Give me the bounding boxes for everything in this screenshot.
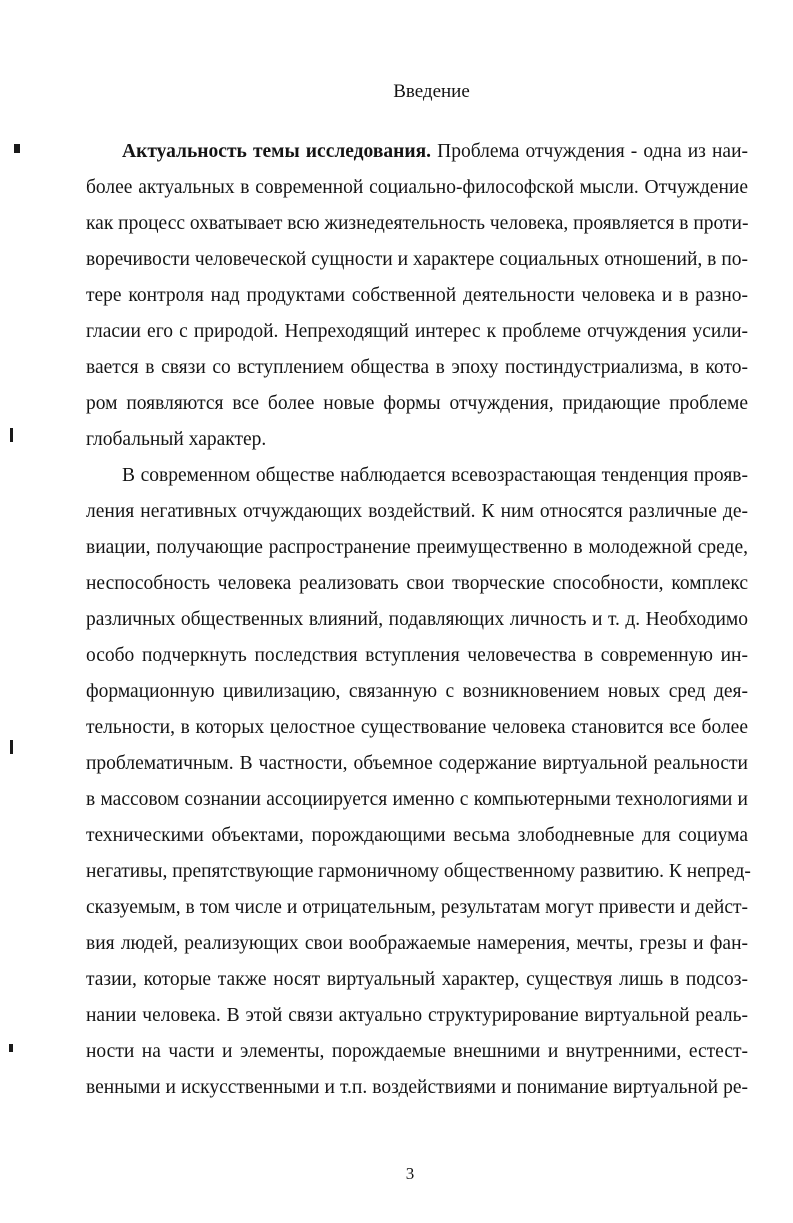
text-line: техническими объектами, порождающими весьма злободневные для социума — [86, 825, 748, 846]
text-line: вается в связи со вступлением общества в эпоху постиндустриализма, в кото- — [86, 357, 748, 378]
binding-mark — [14, 144, 20, 153]
text-line: более актуальных в современной социально-философской мысли. Отчуждение — [86, 177, 748, 198]
text-line: ления негативных отчуждающих воздействий. К ним относятся различные де- — [86, 501, 748, 522]
text-line: виации, получающие распространение преимущественно в молодежной среде, — [86, 537, 748, 558]
text-line: воречивости человеческой сущности и характере социальных отношений, в по- — [86, 249, 748, 270]
text-run: Проблема отчуждения - одна из наи- — [431, 141, 749, 162]
text-line: сказуемым, в том числе и отрицательным, результатам могут привести и дейст- — [86, 897, 748, 918]
text-line: как процесс охватывает всю жизнедеятельность человека, проявляется в проти- — [86, 213, 749, 234]
paragraph-1-line-1 — [122, 134, 748, 170]
binding-mark — [10, 740, 13, 754]
text-line: тере контроля над продуктами собственной деятельности человека и в разно- — [86, 285, 748, 306]
page-number: 3 — [405, 1164, 415, 1183]
text-line: формационную цивилизацию, связанную с возникновением новых сред дея- — [86, 681, 748, 702]
text-line: ром появляются все более новые формы отчуждения, придающие проблеме — [86, 393, 748, 414]
binding-mark — [10, 428, 13, 442]
text-line: различных общественных влияний, подавляющих личность и т. д. Необходимо — [86, 609, 748, 630]
text-line: в массовом сознании ассоциируется именно с компьютерными технологиями и — [86, 789, 748, 810]
page-title: Введение — [393, 81, 470, 102]
section-heading: Актуальность темы исследования. — [122, 141, 431, 162]
text-line: тазии, которые также носят виртуальный характер, существуя лишь в подсоз- — [86, 969, 748, 990]
text-line: проблематичным. В частности, объемное содержание виртуальной реальности — [86, 753, 748, 774]
text-line: негативы, препятствующие гармоничному общественному развитию. К непред- — [86, 861, 751, 882]
text-line: гласии его с природой. Непреходящий интерес к проблеме отчуждения усили- — [86, 321, 748, 342]
paragraph-2-line-1: В современном обществе наблюдается всевозрастающая тенденция прояв- — [122, 465, 748, 486]
text-line: ности на части и элементы, порождаемые внешними и внутренними, естест- — [86, 1041, 748, 1062]
binding-mark — [9, 1044, 13, 1052]
text-line: глобальный характер. — [86, 429, 267, 450]
text-line: неспособность человека реализовать свои творческие способности, комплекс — [86, 573, 748, 594]
text-line: вия людей, реализующих свои воображаемые намерения, мечты, грезы и фан- — [86, 933, 748, 954]
text-line: тельности, в которых целостное существование человека становится все более — [86, 717, 748, 738]
text-line: венными и искусственными и т.п. воздействиями и понимание виртуальной ре- — [86, 1077, 748, 1098]
text-line: нании человека. В этой связи актуально структурирование виртуальной реаль- — [86, 1005, 748, 1026]
text-line: особо подчеркнуть последствия вступления человечества в современную ин- — [86, 645, 748, 666]
